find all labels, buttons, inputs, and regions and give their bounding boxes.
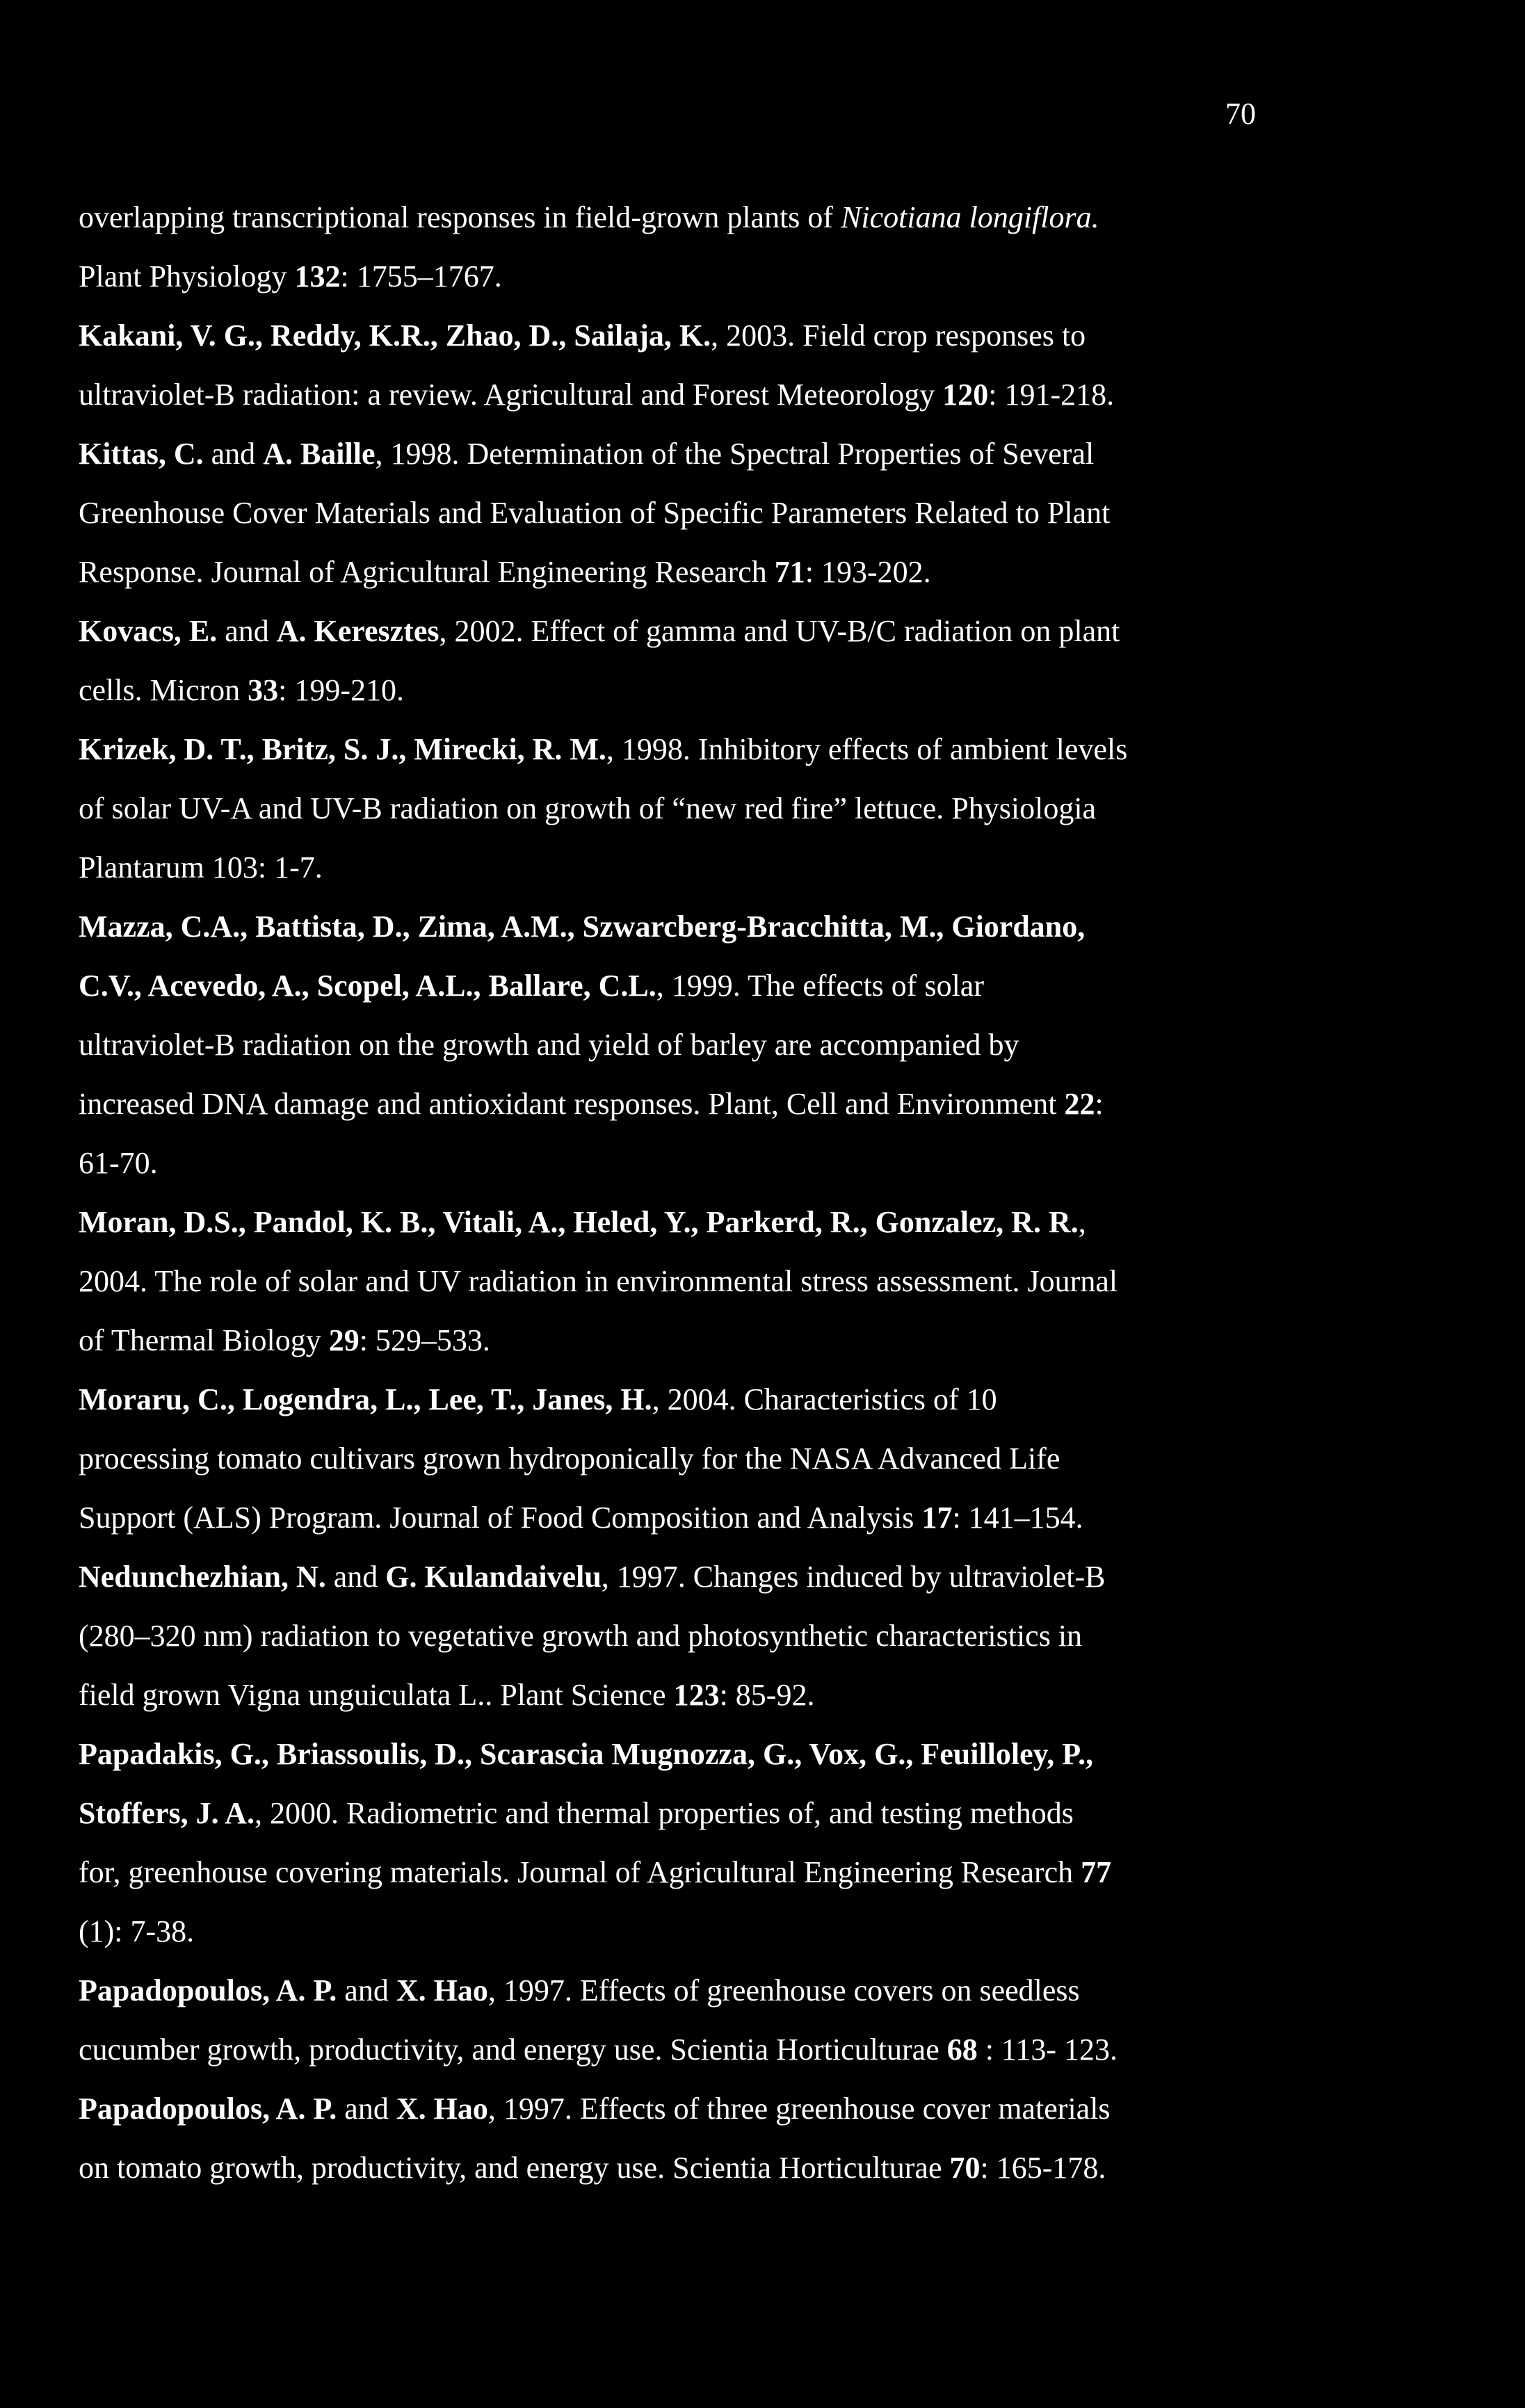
reference-text: increased DNA damage and antioxidant responses. Plant, Cell and Environment bbox=[79, 1087, 1065, 1121]
reference-line bbox=[79, 2079, 1261, 2138]
reference-bold-text: A. Keresztes bbox=[276, 614, 439, 648]
reference-text: , 2002. Effect of gamma and UV-B/C radiation on plant bbox=[439, 614, 1120, 648]
reference-text: and bbox=[337, 1973, 396, 2007]
reference-line bbox=[79, 1724, 1261, 1784]
reference-bold-text: Kittas, C. bbox=[79, 437, 204, 471]
reference-text: cucumber growth, productivity, and energy use. Scientia Horticulturae bbox=[79, 2033, 947, 2067]
reference-bold-text: G. Kulandaivelu bbox=[385, 1560, 602, 1594]
reference-entry bbox=[79, 1961, 1261, 2079]
reference-italic-text: Nicotiana longiflora. bbox=[841, 200, 1099, 234]
reference-entry bbox=[79, 306, 1261, 424]
reference-bold-text: 70 bbox=[949, 2151, 981, 2185]
reference-line bbox=[79, 897, 1261, 956]
reference-entry bbox=[79, 601, 1261, 720]
reference-text: field grown Vigna unguiculata L.. Plant Science bbox=[79, 1678, 674, 1712]
reference-bold-text: Kovacs, E. bbox=[79, 614, 218, 648]
reference-entry bbox=[79, 1193, 1261, 1370]
reference-bold-text: 132 bbox=[294, 259, 341, 293]
reference-bold-text: 120 bbox=[942, 378, 989, 412]
reference-bold-text: Moran, D.S., Pandol, K. B., Vitali, A., Heled, Y., Parkerd, R., Gonzalez, R. R. bbox=[79, 1205, 1079, 1239]
reference-line bbox=[79, 542, 1261, 601]
reference-line bbox=[79, 1665, 1261, 1724]
reference-line bbox=[79, 247, 1261, 306]
reference-line bbox=[79, 306, 1261, 365]
reference-text: (1): 7-38. bbox=[79, 1914, 195, 1948]
reference-entry bbox=[79, 1547, 1261, 1724]
reference-line bbox=[79, 956, 1261, 1015]
reference-bold-text: 29 bbox=[328, 1323, 360, 1357]
reference-entry bbox=[79, 188, 1261, 306]
reference-text: and bbox=[337, 2092, 396, 2126]
reference-line bbox=[79, 720, 1261, 779]
reference-line bbox=[79, 1606, 1261, 1665]
reference-bold-text: X. Hao bbox=[396, 1973, 488, 2007]
reference-bold-text: Mazza, C.A., Battista, D., Zima, A.M., Szwarcberg-Bracchitta, M., Giordano, bbox=[79, 910, 1086, 944]
reference-line bbox=[79, 2138, 1261, 2197]
reference-text: : 85-92. bbox=[719, 1678, 815, 1712]
reference-line bbox=[79, 1015, 1261, 1074]
reference-text: : bbox=[1095, 1087, 1104, 1121]
reference-text: (280–320 nm) radiation to vegetative growth and photosynthetic characteristics in bbox=[79, 1619, 1083, 1653]
reference-line bbox=[79, 1902, 1261, 1961]
reference-bold-text: 33 bbox=[248, 673, 279, 707]
reference-text: , 1999. The effects of solar bbox=[656, 969, 984, 1003]
reference-text: of solar UV-A and UV-B radiation on growth of “new red fire” lettuce. Physiologia bbox=[79, 791, 1097, 825]
reference-text: , 2004. Characteristics of 10 bbox=[652, 1382, 997, 1416]
reference-text: Support (ALS) Program. Journal of Food Composition and Analysis bbox=[79, 1501, 922, 1535]
reference-text: cells. Micron bbox=[79, 673, 248, 707]
reference-text: overlapping transcriptional responses in field-grown plants of bbox=[79, 200, 841, 234]
reference-entry bbox=[79, 424, 1261, 601]
reference-text: , 2000. Radiometric and thermal properties of, and testing methods bbox=[254, 1796, 1074, 1830]
reference-line bbox=[79, 601, 1261, 661]
reference-line bbox=[79, 365, 1261, 424]
reference-text: : 199-210. bbox=[278, 673, 405, 707]
reference-bold-text: X. Hao bbox=[396, 2092, 488, 2126]
reference-text: , 1997. Changes induced by ultraviolet-B bbox=[601, 1560, 1106, 1594]
reference-entry bbox=[79, 720, 1261, 897]
reference-bold-text: 123 bbox=[673, 1678, 720, 1712]
reference-line bbox=[79, 483, 1261, 542]
reference-line bbox=[79, 1429, 1261, 1488]
reference-line bbox=[79, 1488, 1261, 1547]
reference-text: and bbox=[217, 614, 277, 648]
reference-bold-text: A. Baille bbox=[263, 437, 376, 471]
reference-text: : 141–154. bbox=[952, 1501, 1083, 1535]
reference-bold-text: Krizek, D. T., Britz, S. J., Mirecki, R. M. bbox=[79, 732, 606, 766]
reference-bold-text: Papadopoulos, A. P. bbox=[79, 1973, 337, 2007]
reference-text: and bbox=[203, 437, 264, 471]
reference-line bbox=[79, 838, 1261, 897]
reference-bold-text: Papadopoulos, A. P. bbox=[79, 2092, 337, 2126]
reference-line bbox=[79, 1547, 1261, 1606]
reference-text: ultraviolet-B radiation on the growth and yield of barley are accompanied by bbox=[79, 1028, 1019, 1062]
reference-text: Response. Journal of Agricultural Engineering Research bbox=[79, 555, 775, 589]
reference-bold-text: C.V., Acevedo, A., Scopel, A.L., Ballare, C.L. bbox=[79, 969, 656, 1003]
reference-line bbox=[79, 1370, 1261, 1429]
reference-entry bbox=[79, 897, 1261, 1193]
reference-line bbox=[79, 1074, 1261, 1133]
reference-line bbox=[79, 424, 1261, 483]
reference-text: : 191-218. bbox=[988, 378, 1115, 412]
reference-bold-text: Kakani, V. G., Reddy, K.R., Zhao, D., Sailaja, K. bbox=[79, 318, 711, 353]
reference-text: of Thermal Biology bbox=[79, 1323, 329, 1357]
reference-text: and bbox=[325, 1560, 386, 1594]
reference-text: , 1997. Effects of three greenhouse cover materials bbox=[487, 2092, 1111, 2126]
reference-text: : 193-202. bbox=[805, 555, 931, 589]
reference-bold-text: Stoffers, J. A. bbox=[79, 1796, 255, 1830]
reference-bold-text: Nedunchezhian, N. bbox=[79, 1560, 326, 1594]
reference-line bbox=[79, 1193, 1261, 1252]
reference-text: 2004. The role of solar and UV radiation in environmental stress assessment. Journal bbox=[79, 1264, 1118, 1298]
reference-line bbox=[79, 1133, 1261, 1193]
reference-line bbox=[79, 188, 1261, 247]
reference-text: : 113- 123. bbox=[977, 2033, 1117, 2067]
reference-text: ultraviolet-B radiation: a review. Agricultural and Forest Meteorology bbox=[79, 378, 943, 412]
reference-text: : 1755–1767. bbox=[340, 259, 502, 293]
reference-line bbox=[79, 1843, 1261, 1902]
reference-text: processing tomato cultivars grown hydroponically for the NASA Advanced Life bbox=[79, 1441, 1060, 1476]
reference-bold-text: Moraru, C., Logendra, L., Lee, T., Janes, H. bbox=[79, 1382, 652, 1416]
reference-text: , 2003. Field crop responses to bbox=[711, 318, 1086, 353]
reference-entry bbox=[79, 1724, 1261, 1961]
reference-line bbox=[79, 1311, 1261, 1370]
reference-bold-text: 71 bbox=[774, 555, 805, 589]
reference-line bbox=[79, 1784, 1261, 1843]
reference-text: for, greenhouse covering materials. Journal of Agricultural Engineering Research bbox=[79, 1855, 1081, 1889]
reference-text: , 1998. Determination of the Spectral Properties of Several bbox=[375, 437, 1095, 471]
reference-text: , bbox=[1078, 1205, 1086, 1239]
reference-bold-text: 17 bbox=[921, 1501, 953, 1535]
reference-bold-text: 77 bbox=[1081, 1855, 1112, 1889]
reference-entry bbox=[79, 1370, 1261, 1547]
reference-bold-text: Papadakis, G., Briassoulis, D., Scarascia Mugnozza, G., Vox, G., Feuilloley, P., bbox=[79, 1737, 1094, 1771]
reference-text: on tomato growth, productivity, and energy use. Scientia Horticulturae bbox=[79, 2151, 950, 2185]
reference-text: , 1998. Inhibitory effects of ambient levels bbox=[606, 732, 1128, 766]
reference-list bbox=[79, 188, 1261, 2197]
reference-text: : 165-178. bbox=[980, 2151, 1106, 2185]
reference-text: Plant Physiology bbox=[79, 259, 295, 293]
reference-text: Greenhouse Cover Materials and Evaluation of Specific Parameters Related to Plant bbox=[79, 496, 1111, 530]
reference-line bbox=[79, 661, 1261, 720]
reference-line bbox=[79, 2020, 1261, 2079]
page-number: 70 bbox=[1225, 97, 1256, 131]
reference-entry bbox=[79, 2079, 1261, 2197]
reference-bold-text: 68 bbox=[946, 2033, 978, 2067]
reference-line bbox=[79, 1252, 1261, 1311]
reference-text: Plantarum 103: 1-7. bbox=[79, 850, 323, 884]
reference-text: , 1997. Effects of greenhouse covers on seedless bbox=[487, 1973, 1080, 2007]
reference-line bbox=[79, 1961, 1261, 2020]
reference-text: : 529–533. bbox=[359, 1323, 490, 1357]
reference-line bbox=[79, 779, 1261, 838]
reference-text: 61-70. bbox=[79, 1146, 158, 1180]
reference-bold-text: 22 bbox=[1064, 1087, 1095, 1121]
